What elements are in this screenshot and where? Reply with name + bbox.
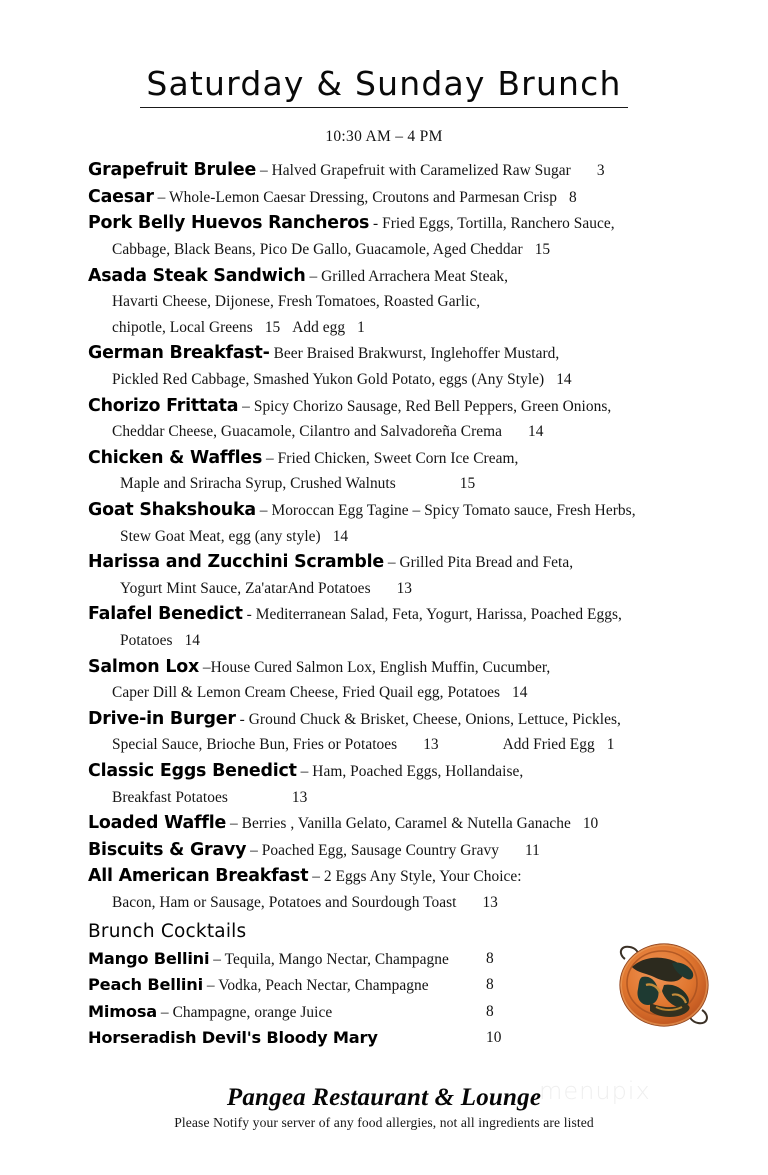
item-dash: – (305, 267, 322, 285)
cocktail-description: Champagne, orange Juice (172, 1003, 333, 1021)
item-name: Biscuits & Gravy (88, 839, 247, 860)
item-description-cont: Havarti Cheese, Dijonese, Fresh Tomatoes, Roasted Garlic, (112, 293, 481, 311)
menupix-watermark: menupix (539, 1077, 651, 1105)
item-dash: - (369, 215, 383, 233)
item-description: Beer Braised Brakwurst, Inglehoffer Mustard, (273, 345, 560, 363)
cocktail-name: Horseradish Devil's Bloody Mary (88, 1028, 378, 1048)
menu-item (88, 838, 742, 864)
item-description: Berries , Vanilla Gelato, Caramel & Nutella Ganache (241, 815, 571, 833)
item-description-cont: Yogurt Mint Sauce, Za'atarAnd Potatoes (120, 579, 371, 597)
menu-item (88, 211, 742, 262)
item-price: 13 (396, 579, 412, 597)
menu-items-list (0, 158, 768, 1051)
cocktail-dash: – (209, 950, 225, 968)
cocktail-price: 8 (486, 949, 494, 967)
item-dash: – (383, 554, 400, 572)
item-name: All American Breakfast (88, 866, 309, 887)
item-name: Drive-in Burger (88, 708, 236, 729)
item-price: 15 (459, 475, 476, 493)
item-name: Falafel Benedict (88, 604, 243, 625)
item-description-cont: Caper Dill & Lemon Cream Cheese, Fried Quail egg, Potatoes (112, 684, 501, 702)
item-name: Caesar (88, 186, 154, 207)
menu-item (88, 158, 742, 184)
item-dash: – (255, 502, 272, 520)
item-description: Poached Egg, Sausage Country Gravy (261, 841, 499, 859)
menu-item (88, 602, 742, 653)
item-name: Asada Steak Sandwich (88, 265, 306, 286)
item-dash: - (235, 710, 249, 728)
item-description-cont: chipotle, Local Greens (112, 318, 253, 336)
item-dash: – (226, 815, 242, 833)
item-dash: – (246, 841, 262, 859)
item-name: Goat Shakshouka (88, 500, 256, 521)
item-name: Harissa and Zucchini Scramble (88, 552, 384, 573)
item-description: Grilled Arrachera Meat Steak, (321, 267, 509, 285)
item-price: 15 (534, 241, 551, 259)
item-name: Chorizo Frittata (88, 395, 239, 416)
item-description: Moroccan Egg Tagine – Spicy Tomato sauce, Fresh Herbs, (271, 502, 636, 520)
item-name: Pork Belly Huevos Rancheros (88, 213, 370, 234)
item-addon-price: 1 (357, 318, 365, 336)
menu-item (88, 394, 742, 445)
item-description: Grilled Pita Bread and Feta, (399, 554, 574, 572)
item-dash: – (262, 449, 278, 467)
item-price: 14 (556, 371, 572, 389)
item-name: Chicken & Waffles (88, 447, 263, 468)
cocktail-name: Peach Bellini (88, 975, 203, 995)
item-dash: – (256, 162, 272, 180)
cocktail-price: 10 (486, 1029, 502, 1047)
cocktail-description: Vodka, Peach Nectar, Champagne (218, 977, 429, 995)
item-description: House Cured Salmon Lox, English Muffin, Cucumber, (210, 658, 551, 676)
item-price: 3 (596, 162, 605, 180)
menu-item (88, 498, 742, 549)
item-dash: - (242, 606, 256, 624)
menu-item (88, 446, 742, 497)
item-dash: – (296, 762, 313, 780)
item-dash: – (238, 397, 254, 415)
menu-item (88, 550, 742, 601)
item-addon-label: Add Fried Egg (502, 736, 595, 754)
item-description: Fried Eggs, Tortilla, Ranchero Sauce, (382, 215, 615, 233)
menu-footer (0, 1083, 768, 1131)
cocktail-name: Mango Bellini (88, 948, 210, 968)
menu-item (88, 811, 742, 837)
item-price: 13 (291, 788, 308, 806)
menu-item (88, 864, 742, 915)
item-price: 11 (524, 841, 540, 859)
allergy-notice: Please Notify your server of any food allergies, not all ingredients are listed (174, 1115, 594, 1130)
menu-item (88, 759, 742, 810)
item-price: 8 (568, 188, 577, 206)
item-name: Grapefruit Brulee (88, 160, 257, 181)
item-addon-price: 1 (606, 736, 615, 754)
item-description-cont: Pickled Red Cabbage, Smashed Yukon Gold Potato, eggs (Any Style) (112, 371, 545, 389)
cocktail-dash: – (202, 977, 219, 995)
menu-item (88, 341, 742, 392)
item-dash: – (308, 868, 324, 886)
item-price: 14 (184, 631, 200, 649)
item-addon-label: Add egg (292, 318, 346, 336)
item-price: 14 (332, 527, 349, 545)
restaurant-name: Pangea Restaurant & Lounge (226, 1084, 542, 1111)
item-price: 13 (482, 893, 498, 911)
item-name: German Breakfast- (88, 343, 270, 364)
cocktail-price: 8 (486, 976, 494, 994)
item-description: Mediterranean Salad, Feta, Yogurt, Harissa, Poached Eggs, (255, 606, 622, 624)
item-description: Spicy Chorizo Sausage, Red Bell Peppers, Green Onions, (253, 397, 612, 415)
cocktail-name: Mimosa (88, 1001, 158, 1021)
menu-header (0, 0, 768, 146)
cocktail-description: Tequila, Mango Nectar, Champagne (224, 950, 449, 968)
item-description: 2 Eggs Any Style, Your Choice: (323, 868, 522, 886)
item-description: Ground Chuck & Brisket, Cheese, Onions, Lettuce, Pickles, (248, 710, 621, 728)
item-description: Halved Grapefruit with Caramelized Raw Sugar (271, 162, 571, 180)
section-heading-brunch-cocktails: Brunch Cocktails (88, 920, 247, 942)
item-description: Ham, Poached Eggs, Hollandaise, (312, 762, 524, 780)
item-price: 13 (423, 736, 439, 754)
item-name: Classic Eggs Benedict (88, 760, 297, 781)
item-description-cont: Potatoes (120, 631, 173, 649)
item-description-cont: Maple and Sriracha Syrup, Crushed Walnuts (120, 475, 396, 493)
service-hours: 10:30 AM – 4 PM (325, 128, 443, 146)
item-description: Fried Chicken, Sweet Corn Ice Cream, (277, 449, 519, 467)
menu-item (88, 185, 742, 211)
item-price: 14 (528, 423, 544, 441)
item-dash: – (198, 658, 211, 676)
item-description-cont: Breakfast Potatoes (112, 788, 228, 806)
menu-item (88, 707, 742, 758)
item-price: 10 (582, 815, 599, 833)
item-description: Whole-Lemon Caesar Dressing, Croutons and Parmesan Crisp (169, 188, 557, 206)
item-description-cont: Cabbage, Black Beans, Pico De Gallo, Guacamole, Aged Cheddar (112, 241, 523, 259)
item-description-cont: Cheddar Cheese, Guacamole, Cilantro and Salvadoreña Crema (112, 423, 503, 441)
page-title: Saturday & Sunday Brunch (140, 66, 627, 108)
item-description-cont: Special Sauce, Brioche Bun, Fries or Potatoes (112, 736, 398, 754)
greek-terracotta-bowl-photo (612, 933, 716, 1035)
item-price: 14 (512, 684, 528, 702)
menu-item (88, 655, 742, 706)
item-name: Loaded Waffle (88, 813, 227, 834)
item-price: 15 (264, 318, 281, 336)
cocktail-dash: – (157, 1003, 173, 1021)
item-description-cont: Stew Goat Meat, egg (any style) (120, 527, 321, 545)
cocktail-price: 8 (486, 1002, 494, 1020)
menu-item (88, 264, 742, 341)
item-dash: – (153, 188, 170, 206)
item-name: Salmon Lox (88, 656, 199, 677)
item-description-cont: Bacon, Ham or Sausage, Potatoes and Sourdough Toast (112, 893, 457, 911)
